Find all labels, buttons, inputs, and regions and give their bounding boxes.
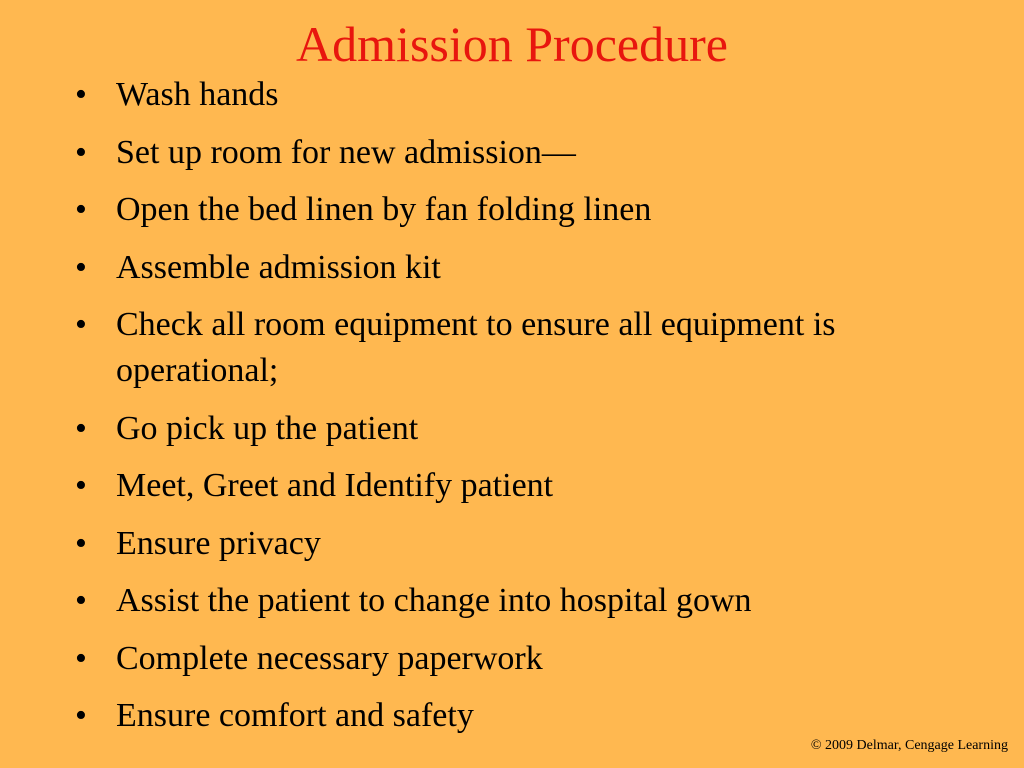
bullet-icon: • — [75, 697, 87, 734]
bullet-text: Meet, Greet and Identify patient — [116, 467, 554, 504]
bullet-item — [75, 521, 955, 567]
slide-title: Admission Procedure — [296, 16, 728, 72]
bullet-text: Ensure comfort and safety — [116, 697, 474, 734]
bullet-text: Ensure privacy — [116, 524, 321, 562]
bullet-icon: • — [75, 582, 87, 619]
bullet-icon: • — [75, 409, 87, 447]
bullet-item — [75, 578, 955, 624]
bullet-text: Assemble admission kit — [116, 248, 441, 286]
bullet-icon: • — [75, 133, 87, 171]
bullet-icon: • — [75, 524, 87, 562]
bullet-item — [75, 187, 955, 233]
bullet-item — [75, 406, 955, 452]
bullet-text: Check all room equipment to ensure all equipment is operational; — [116, 306, 836, 389]
bullet-text: Open the bed linen by fan folding linen — [116, 191, 652, 228]
bullet-item — [75, 302, 955, 394]
bullet-icon: • — [75, 76, 87, 113]
bullet-text: Complete necessary paperwork — [116, 639, 543, 677]
bullet-icon: • — [75, 639, 87, 677]
bullet-text: Go pick up the patient — [116, 409, 419, 447]
bullet-item — [75, 72, 955, 118]
bullet-icon: • — [75, 191, 87, 228]
bullet-item — [75, 463, 955, 509]
bullet-icon: • — [75, 467, 87, 504]
bullet-text: Wash hands — [116, 76, 279, 113]
bullet-list — [75, 72, 955, 751]
bullet-item — [75, 636, 955, 682]
bullet-text: Set up room for new admission— — [116, 133, 576, 171]
bullet-item — [75, 245, 955, 291]
bullet-item — [75, 693, 955, 739]
copyright-footer: © 2009 Delmar, Cengage Learning — [810, 738, 1008, 753]
bullet-text: Assist the patient to change into hospital gown — [116, 582, 752, 619]
bullet-item — [75, 130, 955, 176]
bullet-icon: • — [75, 248, 87, 286]
bullet-icon: • — [75, 306, 87, 343]
